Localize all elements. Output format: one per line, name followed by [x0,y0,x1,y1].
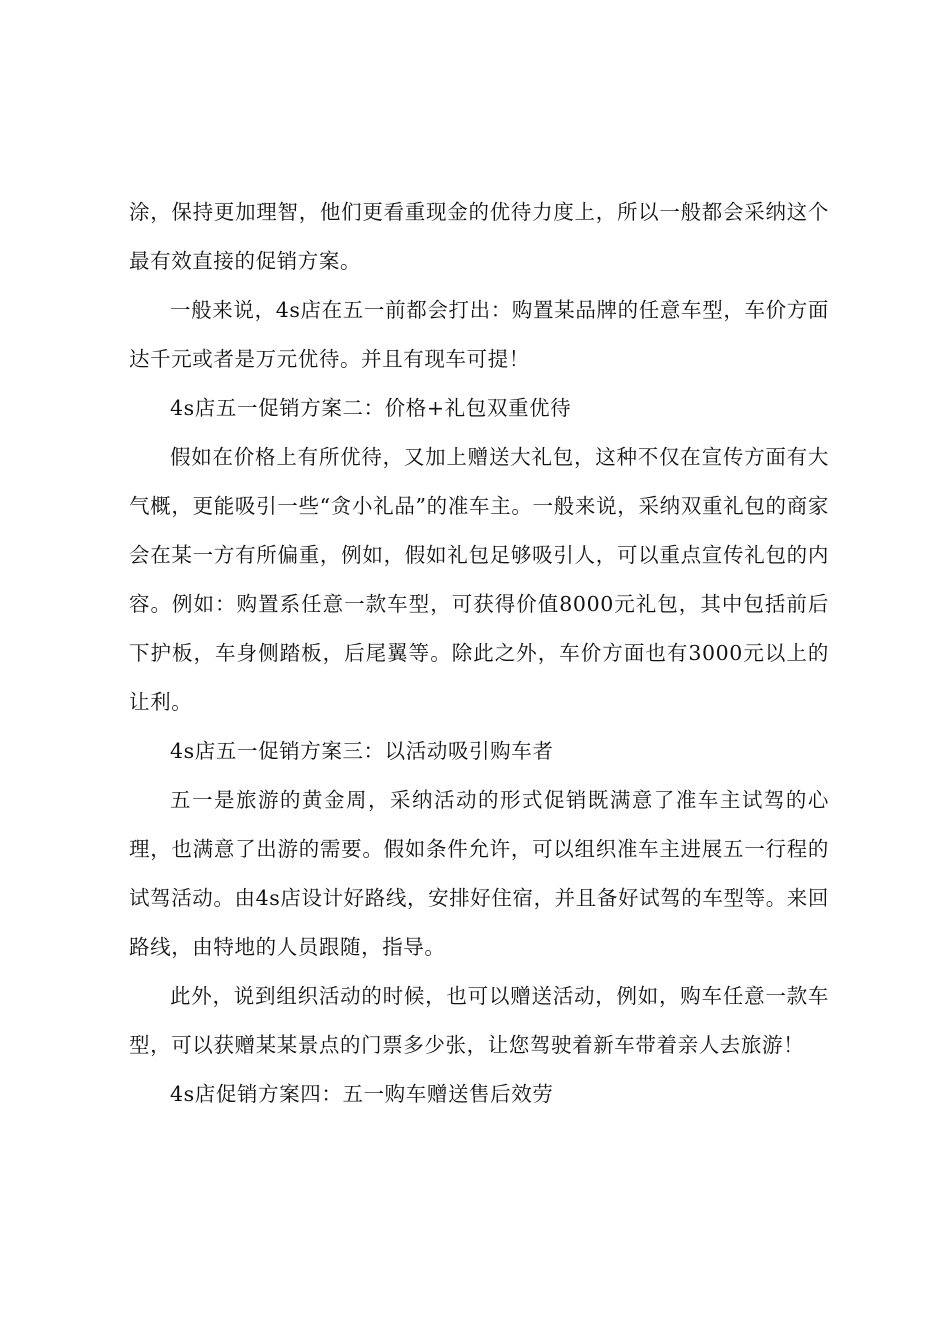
paragraph-gift-package: 假如在价格上有所优待，又加上赠送大礼包，这种不仅在宣传方面有大气概，更能吸引一些“贪小礼品”的准车主。一般来说，采纳双重礼包的商家会在某一方有所偏重，例如，假如礼包足够吸引人，可以重点宣传礼包的内容。例如：购置系任意一款车型，可获得价值8000元礼包，其中包括前后下护板，车身侧踏板，后尾翼等。除此之外，车价方面也有3000元以上的让利。 [129,445,829,714]
heading-plan-four: 4s店促销方案四：五一购车赠送售后效劳 [170,1082,554,1106]
paragraph-price-discount: 一般来说，4s店在五一前都会打出：购置某品牌的任意车型，车价方面达千元或者是万元优待。并且有现车可提！ [129,298,829,371]
paragraph-continuation: 涂，保持更加理智，他们更看重现金的优待力度上，所以一般都会采纳这个最有效直接的促销方案。 [129,200,829,273]
document-body [129,188,829,1119]
heading-plan-three: 4s店五一促销方案三：以活动吸引购车者 [170,739,554,763]
heading-plan-two: 4s店五一促销方案二：价格+礼包双重优待 [170,396,572,420]
paragraph-test-drive-activity: 五一是旅游的黄金周，采纳活动的形式促销既满意了准车主试驾的心理，也满意了出游的需要。假如条件允许，可以组织准车主进展五一行程的试驾活动。由4s店设计好路线，安排好住宿，并且备好试驾的车型等。来回路线，由特地的人员跟随，指导。 [129,788,829,959]
paragraph-gift-tickets: 此外，说到组织活动的时候，也可以赠送活动，例如，购车任意一款车型，可以获赠某某景点的门票多少张，让您驾驶着新车带着亲人去旅游！ [129,984,829,1057]
